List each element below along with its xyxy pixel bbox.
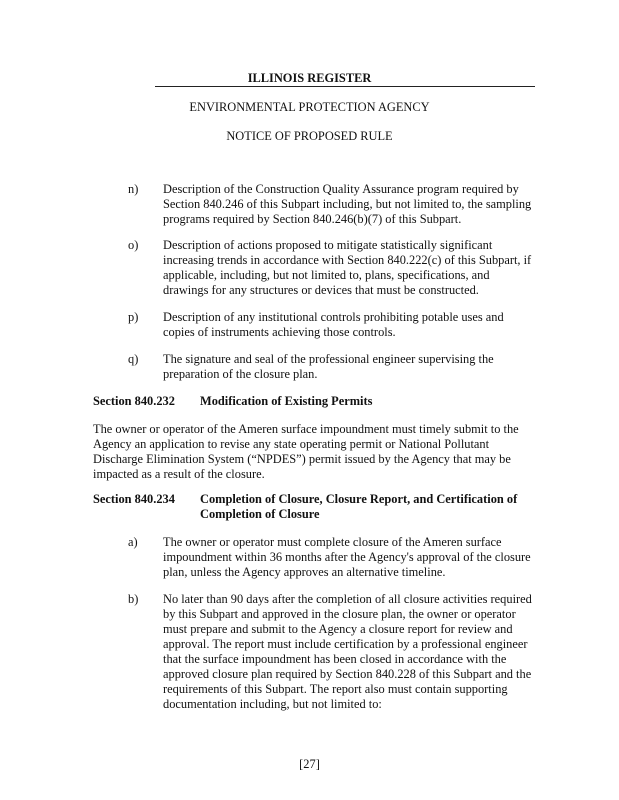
register-title: ILLINOIS REGISTER: [247, 71, 372, 85]
item-text: [163, 592, 532, 712]
item-line: applicable, including, but not limited to, plans, specifications, and: [163, 268, 490, 282]
agency-name: ENVIRONMENTAL PROTECTION AGENCY: [189, 100, 430, 114]
item-label: b): [128, 592, 139, 606]
item-label: q): [128, 352, 139, 366]
section-232-title: Modification of Existing Permits: [200, 394, 373, 408]
notice-title: NOTICE OF PROPOSED RULE: [226, 129, 393, 143]
title-line: Completion of Closure, Closure Report, and Certification of: [200, 492, 518, 506]
section-232-body: [93, 422, 519, 482]
item-line: Description of any institutional controls prohibiting potable uses and: [163, 310, 504, 324]
item-line: plan, unless the Agency approves an alternative timeline.: [163, 565, 446, 579]
item-line: The signature and seal of the professional engineer supervising the: [163, 352, 494, 366]
item-line: must prepare and submit to the Agency a closure report for review and: [163, 622, 513, 636]
item-text: [163, 182, 531, 227]
item-text: [163, 238, 531, 298]
item-text: [163, 535, 531, 580]
item-line: approved closure plan required by Section 840.228 of this Subpart and the: [163, 667, 532, 681]
body-line: Agency an application to revise any state operating permit or National Pollutant: [93, 437, 490, 451]
body-line: Discharge Elimination System (“NPDES”) permit issued by the Agency that may be: [93, 452, 511, 466]
header-rule: [155, 86, 535, 87]
item-line: increasing trends in accordance with Section 840.222(c) of this Subpart, if: [163, 253, 532, 267]
page-number: [27]: [299, 757, 320, 771]
item-line: Description of the Construction Quality Assurance program required by: [163, 182, 519, 196]
item-line: documentation including, but not limited to:: [163, 697, 382, 711]
item-line: impoundment within 36 months after the Agency's approval of the closure: [163, 550, 531, 564]
section-234-number: Section 840.234: [93, 492, 175, 506]
item-label: a): [128, 535, 138, 549]
item-line: copies of instruments achieving those controls.: [163, 325, 396, 339]
item-line: preparation of the closure plan.: [163, 367, 318, 381]
item-line: Section 840.246 of this Subpart including, but not limited to, the sampling: [163, 197, 532, 211]
body-line: The owner or operator of the Ameren surface impoundment must timely submit to the: [93, 422, 519, 436]
item-label: n): [128, 182, 139, 196]
item-label: o): [128, 238, 139, 252]
title-line: Completion of Closure: [200, 507, 320, 521]
item-line: by this Subpart and approved in the closure plan, the owner or operator: [163, 607, 516, 621]
section-234-title: [200, 492, 517, 522]
item-text: [163, 352, 494, 382]
item-line: The owner or operator must complete closure of the Ameren surface: [163, 535, 502, 549]
item-line: requirements of this Subpart. The report also must contain supporting: [163, 682, 508, 696]
body-line: impacted as a result of the closure.: [93, 467, 265, 481]
item-line: drawings for any structures or devices that must be constructed.: [163, 283, 479, 297]
item-line: No later than 90 days after the completion of all closure activities required: [163, 592, 532, 606]
item-line: Description of actions proposed to mitigate statistically significant: [163, 238, 493, 252]
item-text: [163, 310, 504, 340]
item-line: approval. The report must include certification by a professional engineer: [163, 637, 528, 651]
item-line: that the surface impoundment has been closed in accordance with the: [163, 652, 507, 666]
item-label: p): [128, 310, 139, 324]
item-line: programs required by Section 840.246(b)(7) of this Subpart.: [163, 212, 462, 226]
section-232-number: Section 840.232: [93, 394, 175, 408]
